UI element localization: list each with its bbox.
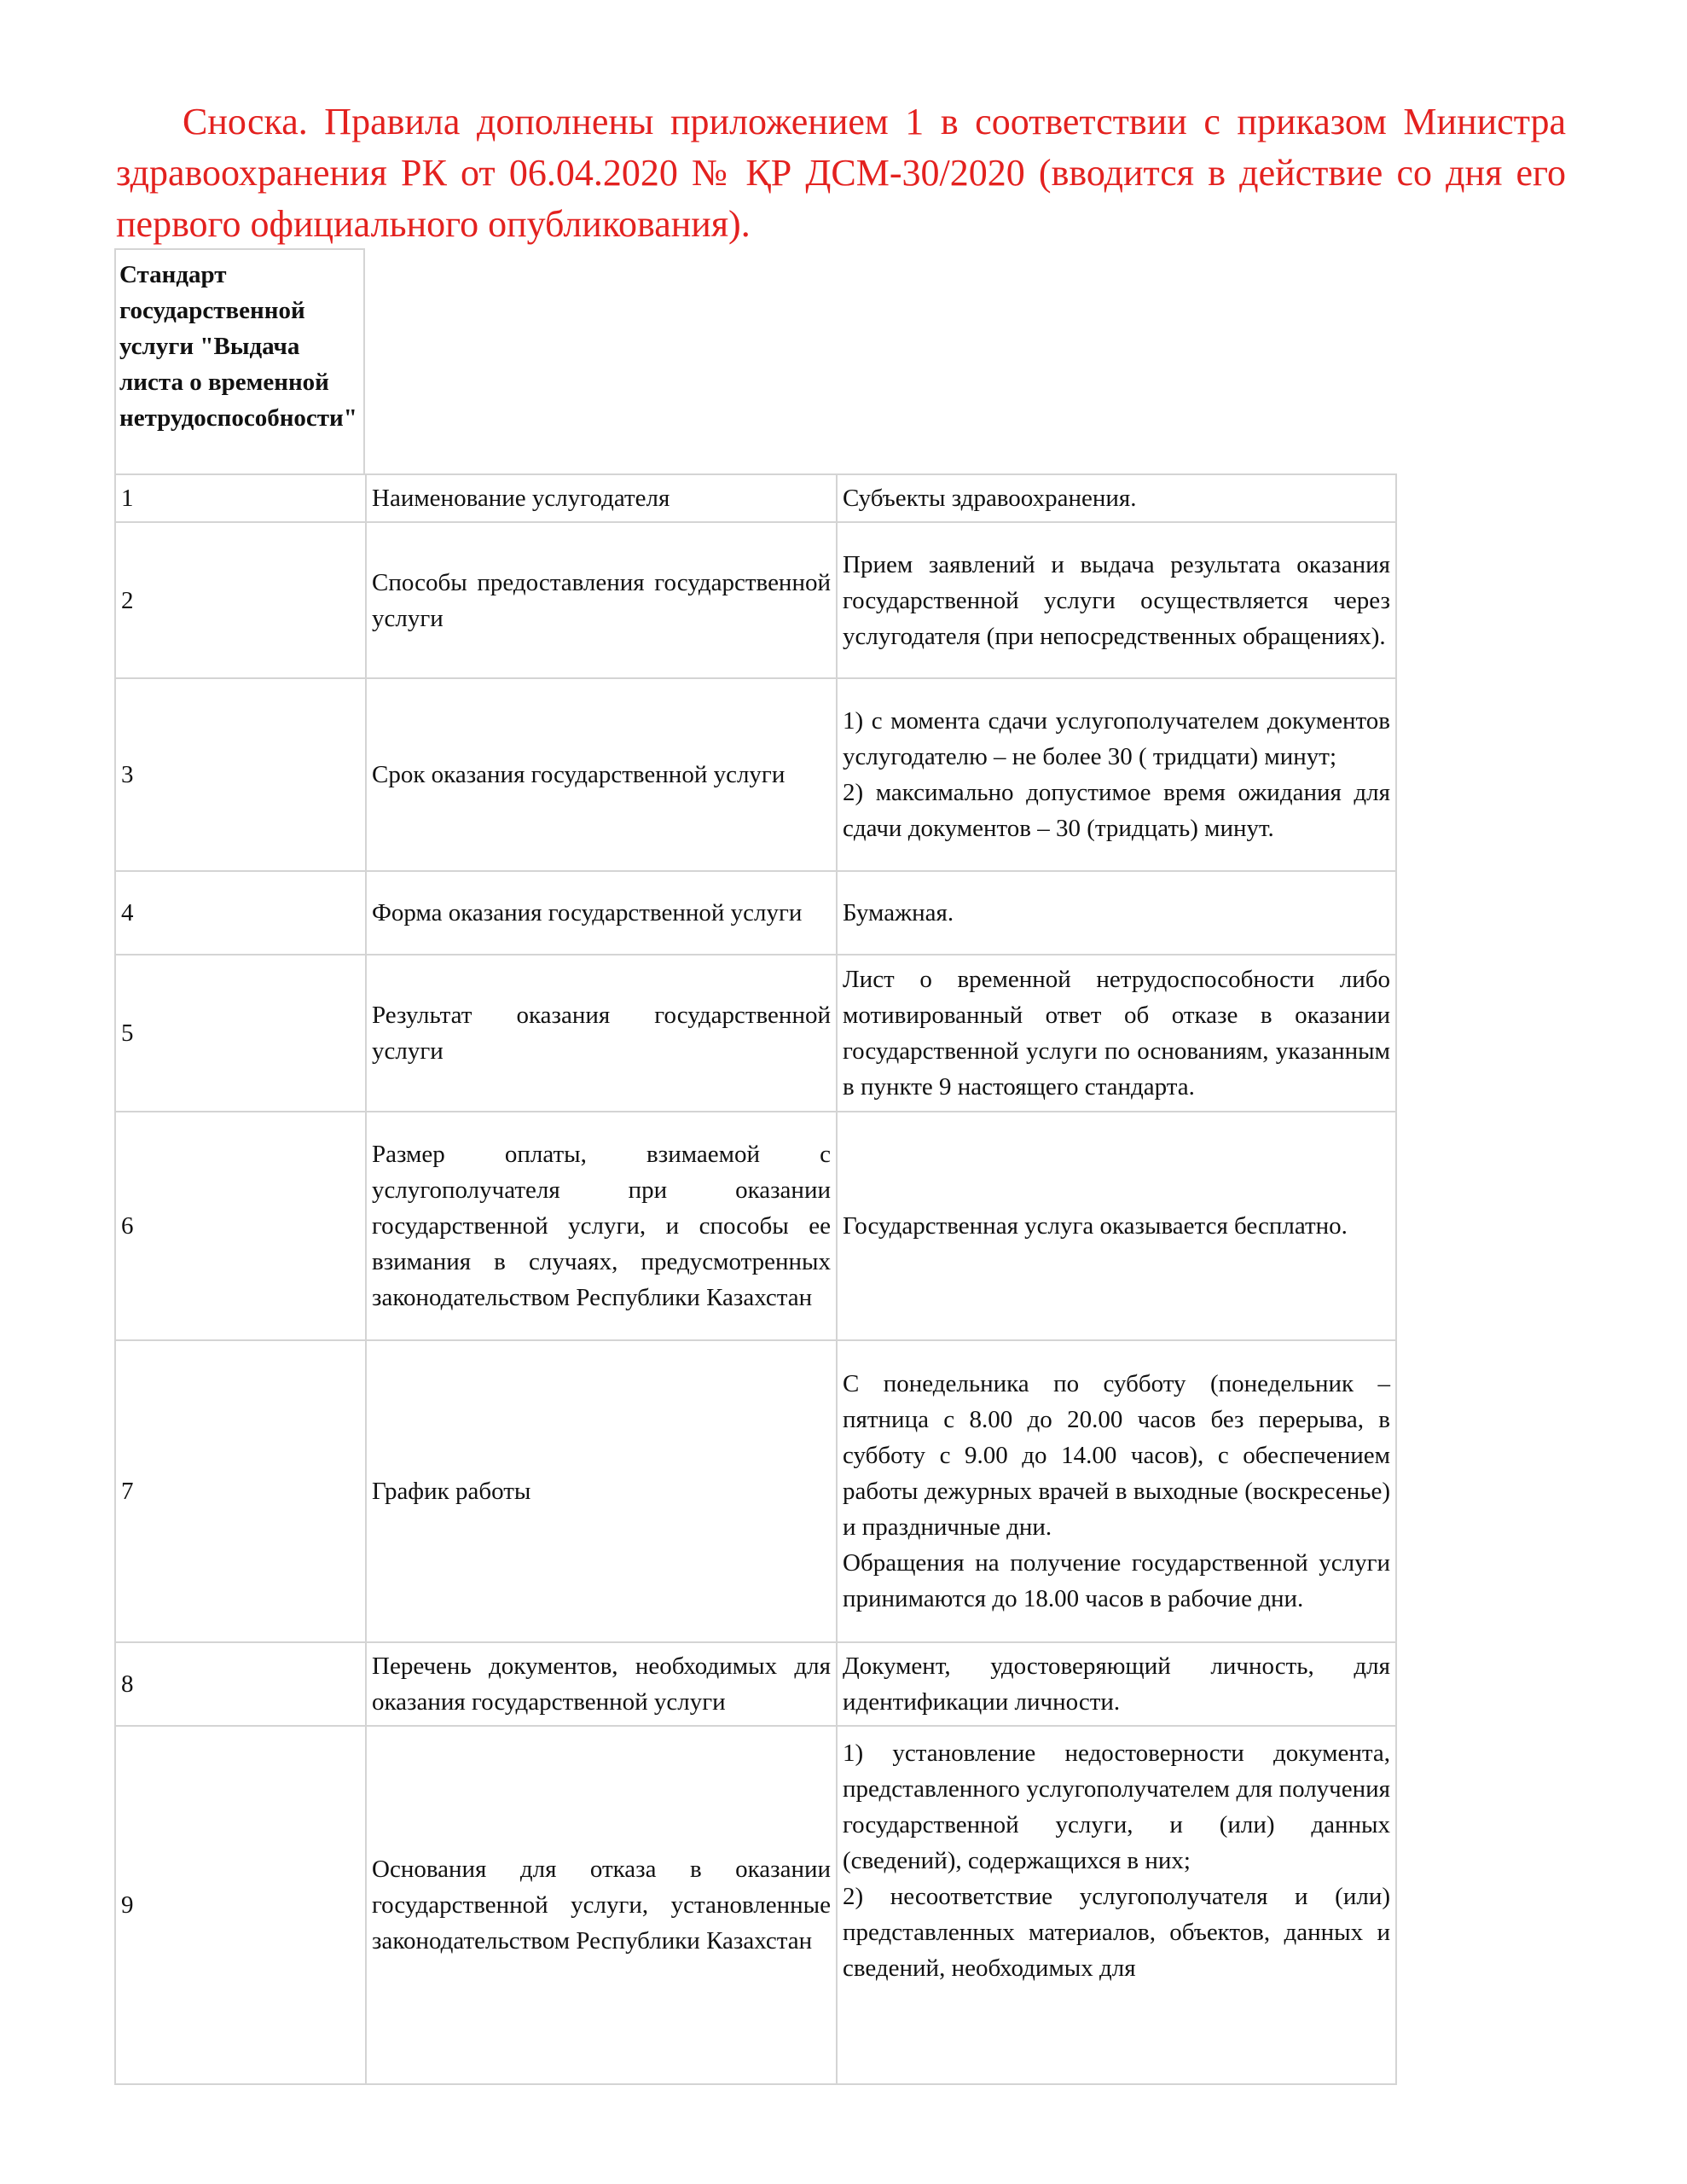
row-value-line: 1) установление недостоверности документа, представленного услугополучателем для получения государственной услуги, и (или) данных (сведений), содержащихся в них; (843, 1740, 1390, 1874)
table-row (115, 871, 1396, 955)
row-value (837, 871, 1396, 955)
row-name: Размер оплаты, взимаемой с услугополучателя при оказании государственной услуги, и способы ее взимания в случаях, предусмотренных законодательством Республики Казахстан (366, 1112, 837, 1340)
row-value-line: Обращения на получение государственной услуги принимаются до 18.00 часов в рабочие дни. (843, 1549, 1390, 1612)
table-row (115, 1112, 1396, 1340)
row-value (837, 1642, 1396, 1726)
row-value-line: 1) с момента сдачи услугополучателем документов услугодателю – не более 30 ( тридцати) минут; (843, 707, 1390, 770)
row-value-line: Субъекты здравоохранения. (843, 485, 1137, 512)
row-name: График работы (366, 1340, 837, 1642)
table-row (115, 1642, 1396, 1726)
row-name: Наименование услугодателя (366, 474, 837, 522)
row-value (837, 522, 1396, 678)
row-value-line: 2) максимально допустимое время ожидания для сдачи документов – 30 (тридцать) минут. (843, 779, 1390, 842)
table-row (115, 522, 1396, 678)
row-number: 1 (115, 474, 366, 522)
standard-title: Стандарт государственной услуги "Выдача листа о временной нетрудоспособности" (119, 261, 357, 432)
row-name: Способы предоставления государственной услуги (366, 522, 837, 678)
row-value-line: 2) несоответствие услугополучателя и (или) представленных материалов, объектов, данных и сведений, необходимых для (843, 1883, 1390, 1982)
footnote-text: Сноска. Правила дополнены приложением 1 в соответствии с приказом Министра здравоохранения РК от 06.04.2020 № ҚР ДСМ-30/2020 (вводится в действие со дня его первого официального опубликования). (116, 101, 1566, 245)
row-value (837, 678, 1396, 871)
row-number: 4 (115, 871, 366, 955)
row-value-line: Прием заявлений и выдача результата оказания государственной услуги осуществляется через услугодателя (при непосредственных обращениях). (843, 550, 1390, 650)
row-number: 5 (115, 955, 366, 1112)
table-row (115, 1726, 1396, 2084)
row-value-line: Документ, удостоверяющий личность, для идентификации личности. (843, 1653, 1390, 1716)
row-value (837, 955, 1396, 1112)
row-number: 8 (115, 1642, 366, 1726)
row-value-line: Лист о временной нетрудоспособности либо мотивированный ответ об отказе в оказании государственной услуги по основаниям, указанным в пункте 9 настоящего стандарта. (843, 966, 1390, 1101)
table-row (115, 1340, 1396, 1642)
row-number: 7 (115, 1340, 366, 1642)
standard-title-cell (114, 248, 365, 473)
row-value-line: Бумажная. (843, 899, 954, 926)
row-number: 9 (115, 1726, 366, 2084)
row-value (837, 1340, 1396, 1642)
row-value-line: С понедельника по субботу (понедельник – пятница с 8.00 до 20.00 часов без перерыва, в субботу с 9.00 до 14.00 часов), с обеспечением работы дежурных врачей в выходные (воскресенье) и праздничные дни. (843, 1370, 1390, 1541)
row-value (837, 1112, 1396, 1340)
row-name: Перечень документов, необходимых для оказания государственной услуги (366, 1642, 837, 1726)
row-value-line: Государственная услуга оказывается бесплатно. (843, 1212, 1348, 1240)
row-number: 2 (115, 522, 366, 678)
table-row (115, 474, 1396, 522)
row-value (837, 1726, 1396, 2084)
row-number: 6 (115, 1112, 366, 1340)
row-name: Результат оказания государственной услуги (366, 955, 837, 1112)
table-row (115, 955, 1396, 1112)
row-name: Основания для отказа в оказании государственной услуги, установленные законодательством Республики Казахстан (366, 1726, 837, 2084)
row-name: Срок оказания государственной услуги (366, 678, 837, 871)
standard-table (114, 473, 1397, 2085)
row-number: 3 (115, 678, 366, 871)
row-name: Форма оказания государственной услуги (366, 871, 837, 955)
table-row (115, 678, 1396, 871)
row-value (837, 474, 1396, 522)
